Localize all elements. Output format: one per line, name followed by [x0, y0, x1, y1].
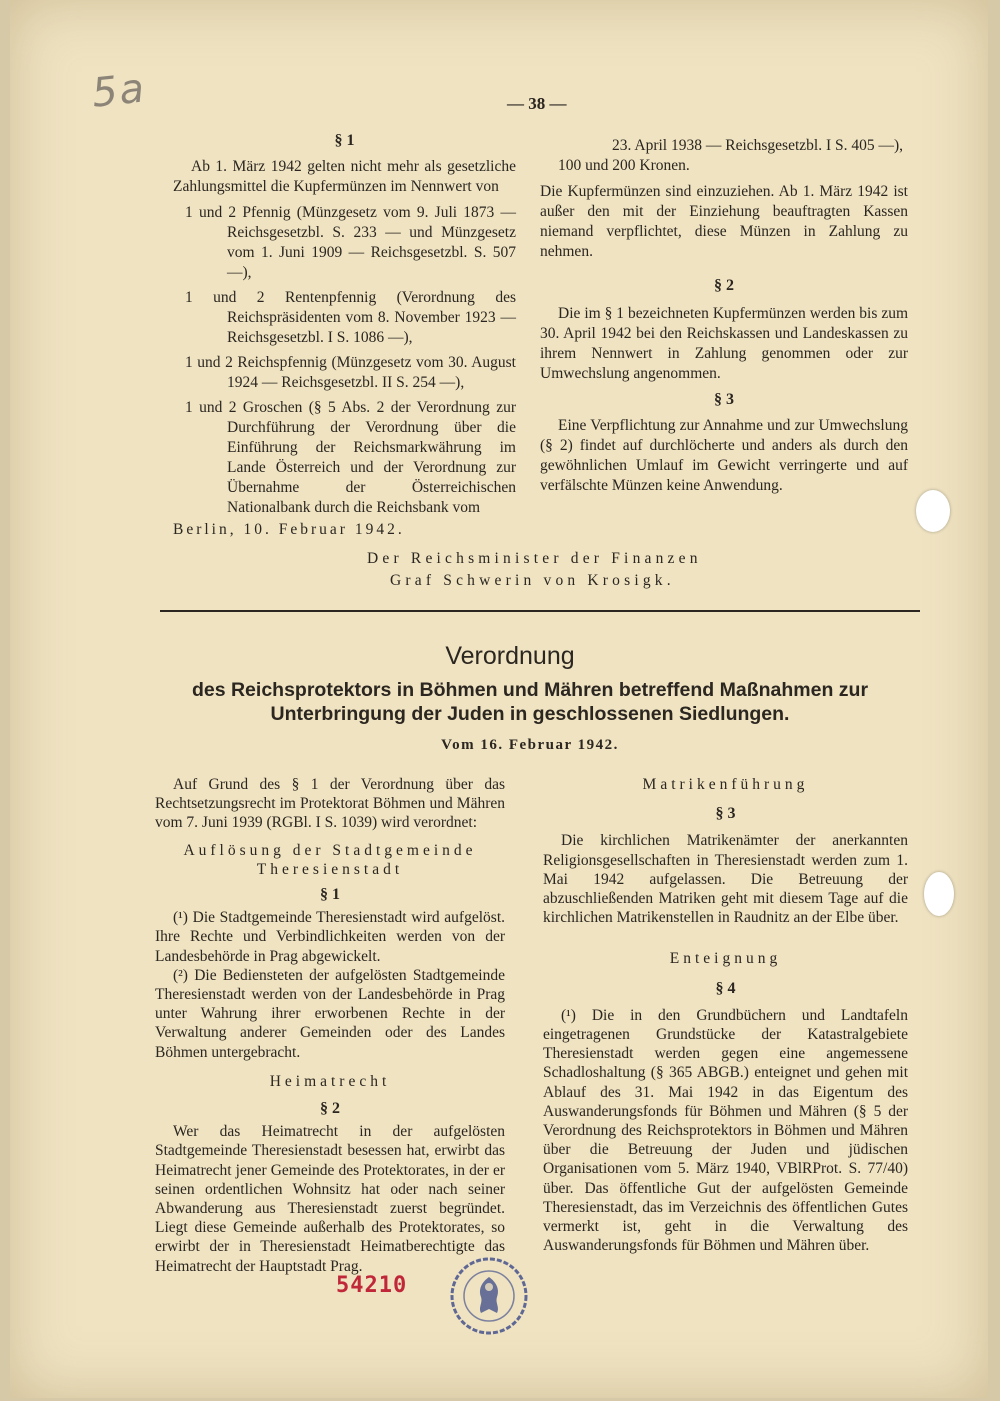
divider-line [160, 610, 920, 612]
list-item: 1 und 2 Groschen (§ 5 Abs. 2 der Verordnung zur Durchführung der Verordnung über die Einführung der Reichsmarkwährung im Lande Österreich und der Verordnung zur Übernahme der Österreichischen Nationalbank durch die Reichsbank vom [185, 399, 516, 516]
paragraph: (¹) Die in den Grundbüchern und Landtafeln eingetragenen Grundstücke der Katastralgebiete Theresienstadt werden gegen eine angemessene Schadloshaltung (§ 365 ABGB.) enteignet und gehen mit Ablauf des 31. Mai 1942 in das Eigentum des Auswanderungsfonds für Böhmen und Mähren (§ 5 der Verordnung des Reichsprotektors in Böhmen und Mähren über die Betreuung der Juden und jüdischen Organisationen vom 5. März 1940, VBlRProt. S. 77/40) über. Das öffentliche Gut der aufgelösten Gemeinde Theresienstadt, das im Verzeichnis des öffentlichen Gutes vermerkt ist, geht in die Verwaltung des Auswanderungsfonds für Böhmen und Mähren über. [543, 1006, 908, 1255]
subheading: Theresienstadt [256, 860, 404, 878]
punch-hole [924, 872, 954, 916]
paragraph: Die kirchlichen Matrikenämter der anerkannten Religionsgesellschaften in Theresienstadt werden zum 1. Mai 1942 aufgelassen. Die Betreuung der abzuschließenden Matriken geht mit diesem Tage auf die kirchlichen Matrikenstellen in Raudnitz an der Elbe über. [543, 832, 908, 927]
decree-date: Vom 16. Februar 1942. [441, 737, 619, 753]
continuation-text: 23. April 1938 — Reichsgesetzbl. I S. 405 —), [612, 137, 904, 154]
paragraph: (²) Die Bediensteten der aufgelösten Stadtgemeinde Theresienstadt werden von der Landesbehörde in Prag unter Wahrung ihrer erworbenen Rechte in der Verwaltung anderer Gemeinden oder des Landes Böhmen untergebracht. [155, 966, 505, 1061]
paragraph: (¹) Die Stadtgemeinde Theresienstadt wird aufgelöst. Ihre Rechte und Verbindlichkeiten werden von der Landesbehörde in Prag abgewickelt. [155, 909, 505, 965]
section-heading: § 2 [714, 277, 734, 294]
paragraph: Die im § 1 bezeichneten Kupfermünzen werden bis zum 30. April 1942 bei den Reichskassen und Landeskassen zu ihrem Nennwert in Zahlung genommen oder zur Umwechslung angenommen. [540, 305, 908, 382]
decree-right-column [543, 775, 908, 1255]
signature-title: Der Reichsminister der Finanzen [367, 550, 702, 567]
paragraph: Die Kupfermünzen sind einzuziehen. Ab 1. März 1942 ist außer den mit der Einziehung beauftragten Kassen niemand verpflichtet, diese Münzen in Zahlung zu nehmen. [540, 183, 908, 260]
decree-subtitle-line-1: des Reichsprotektors in Böhmen und Mähren betreffend Maßnahmen zur [191, 679, 869, 701]
section-heading: § 4 [715, 979, 736, 997]
list-item: 1 und 2 Pfennig (Münzgesetz vom 9. Juli 1873 — Reichsgesetzbl. S. 233 — und Münzgesetz vom 1. Juni 1909 — Reichsgesetzbl. S. 507 —), [185, 204, 516, 281]
top-left-column [173, 131, 516, 518]
signature-name: Graf Schwerin von Krosigk. [390, 572, 675, 589]
archive-seal-stamp [448, 1255, 530, 1337]
continuation-text: 100 und 200 Kronen. [558, 157, 690, 174]
page-number: — 38 — [507, 94, 567, 113]
punch-hole [916, 490, 950, 532]
section-heading: § 2 [320, 1100, 340, 1118]
subheading: Heimatrecht [269, 1072, 391, 1090]
handwritten-annotation: 5a [89, 65, 149, 117]
top-right-column [540, 136, 908, 496]
decree-title: Verordnung [445, 642, 575, 670]
section-heading: § 3 [715, 805, 736, 823]
document-page [10, 0, 988, 1398]
section-heading: § 3 [714, 391, 734, 408]
subheading: Enteignung [669, 950, 782, 968]
paragraph: Eine Verpflichtung zur Annahme und zur Umwechslung (§ 2) findet auf durchlöcherte und anders als durch den gewöhnlichen Umlauf im Gewicht verringerte und auf verfälschte Münzen keine Anwendung. [540, 417, 908, 494]
place-date: Berlin, 10. Februar 1942. [173, 521, 405, 538]
paragraph: Wer das Heimatrecht in der aufgelösten Stadtgemeinde Theresienstadt besessen hat, erwirbt das Heimatrecht jener Gemeinde des Protektorates, in der er seinen ordentlichen Wohnsitz hat oder nach seiner Abwanderung aus Theresienstadt zuerst begründet. Liegt diese Gemeinde außerhalb des Protektorates, so erwirbt der in Theresienstadt Heimatberechtigte das Heimatrecht der Hauptstadt Prag. [155, 1123, 505, 1275]
stamp-number: 54210 [336, 1273, 408, 1298]
paragraph: Auf Grund des § 1 der Verordnung über das Rechtsetzungsrecht im Protektorat Böhmen und Mähren vom 7. Juni 1939 (RGBl. I S. 1039) wird verordnet: [155, 776, 505, 832]
section-heading: § 1 [334, 132, 355, 149]
paragraph: Ab 1. März 1942 gelten nicht mehr als gesetzliche Zahlungsmittel die Kupfermünzen im Nennwert von [173, 158, 516, 195]
decree-subtitle-line-2: Unterbringung der Juden in geschlossenen Siedlungen. [270, 703, 790, 725]
subheading: Matrikenführung [642, 776, 809, 793]
decree-left-column [155, 775, 505, 1276]
section-heading: § 1 [320, 886, 340, 904]
list-item: 1 und 2 Reichspfennig (Münzgesetz vom 30. August 1924 — Reichsgesetzbl. II S. 254 —), [185, 354, 516, 391]
subheading: Auflösung der Stadtgemeinde [183, 841, 477, 859]
list-item: 1 und 2 Rentenpfennig (Verordnung des Reichspräsidenten vom 8. November 1923 — Reichsgesetzbl. I S. 1086 —), [185, 289, 516, 346]
